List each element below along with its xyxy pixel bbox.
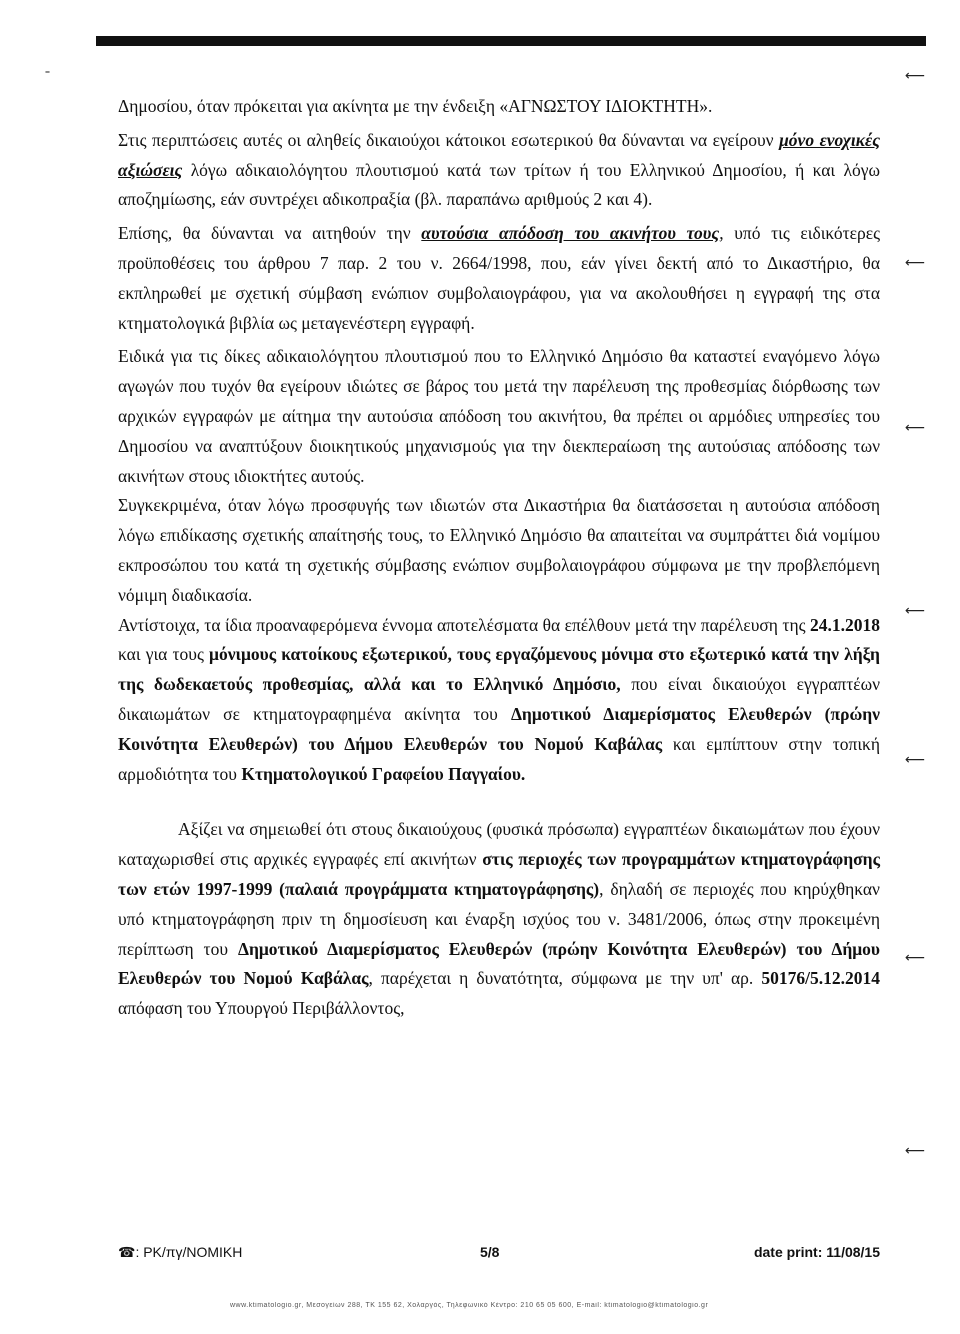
scan-mark-icon: ˉ — [44, 70, 51, 86]
scan-arrow-icon: ⟵ — [905, 68, 926, 84]
paragraph-4: Ειδικά για τις δίκες αδικαιολόγητου πλουτισμού που το Ελληνικό Δημόσιο θα καταστεί εναγόμενο λόγω αγωγών που τυχόν θα εγείρουν ιδιώτες σε βάρος του μετά την παρέλευση της προθεσμίας διόρθωσης των αρχικών εγγραφών με αίτημα την αυτούσια απόδοση του ακινήτου, θα πρέπει οι αρμόδιες υπηρεσίες του Δημοσίου να αναπτύξουν διοικητικούς μηχανισμούς για την διεκπεραίωση της αυτούσιας απόδοσης των ακινήτων στους ιδιοκτήτες αυτούς. — [118, 346, 880, 486]
paragraph-1: Δημοσίου, όταν πρόκειται για ακίνητα με την ένδειξη «ΑΓΝΩΣΤΟΥ ΙΔΙΟΚΤΗΤΗ». — [118, 96, 713, 116]
paragraph-2: Στις περιπτώσεις αυτές οι αληθείς δικαιούχοι κάτοικοι εσωτερικού θα δύνανται να εγείρουν μόνο ενοχικές αξιώσεις λόγω αδικαιολόγητου πλουτισμού κατά των τρίτων ή του Ελληνικού Δημοσίου, ή και λόγω αποζημίωσης, εάν συντρέχει αδικοπραξία (βλ. παραπάνω αριθμούς 2 και 4). — [118, 129, 880, 210]
scan-arrow-icon: ⟵ — [905, 255, 926, 271]
paragraph-5: Συγκεκριμένα, όταν λόγω προσφυγής των ιδιωτών στα Δικαστήρια θα διατάσσεται η αυτούσια απόδοση λόγω επιδίκασης σχετικής απαίτησής τους, το Ελληνικό Δημόσιο θα απαιτείται να συμπράττει διά νομίμου εκπροσώπου του κατά τη σχετικής σύμβασης ενώπιον συμβολαιογράφου σύμφωνα με την προβλεπόμενη νόμιμη διαδικασία. — [118, 495, 880, 605]
page-number: 5/8 — [480, 1244, 500, 1260]
paragraph-3: Επίσης, θα δύνανται να αιτηθούν την αυτούσια απόδοση του ακινήτου τους, υπό τις ειδικότερες προϋποθέσεις του άρθρου 7 παρ. 2 του ν. 2664/1998, που, εάν γίνει δεκτή από το Δικαστήριο, θα εκπληρωθεί με σχετική σύμβαση ενώπιον συμβολαιογράφου, για να ακολουθήσει η εγγραφή της στα κτηματολογικά βιβλία ως μεταγενέστερη εγγραφή. — [118, 223, 880, 333]
footer-contact-line: www.ktimatologio.gr, Μεσογείων 288, ΤΚ 155 62, Χολαργός, Τηλεφωνικό Κέντρο: 210 65 05 600, E-mail: ktimatologio@ktimatologio.gr — [230, 1302, 709, 1309]
scan-top-bar — [96, 36, 926, 46]
underlined-phrase: αυτούσια απόδοση του ακινήτου τους — [421, 223, 720, 244]
page-footer — [118, 1244, 880, 1268]
footer-reference: ☎: ΡΚ/πγ/ΝΟΜΙΚΗ — [118, 1244, 243, 1260]
scan-arrow-icon: ⟵ — [905, 420, 926, 436]
paragraph-6: Αντίστοιχα, τα ίδια προαναφερόμενα έννομα αποτελέσματα θα επέλθουν μετά την παρέλευση της 24.1.2018 και για τους μόνιμους κατοίκους εξωτερικού, τους εργαζόμενους μόνιμα στο εξωτερικό κατά την λήξη της δωδεκαετούς προθεσμίας, αλλά και το Ελληνικό Δημόσιο, που είναι δικαιούχοι εγγραπτέων δικαιωμάτων σε κτηματογραφημένα ακίνητα του Δημοτικού Διαμερίσματος Ελευθερών (πρώην Κοινότητα Ελευθερών) του Δήμου Ελευθερών του Νομού Καβάλας και εμπίπτουν στην τοπική αρμοδιότητα του Κτηματολογικού Γραφείου Παγγαίου. — [118, 614, 881, 784]
document-body — [118, 92, 880, 1024]
print-date: date print: 11/08/15 — [753, 1244, 880, 1260]
scan-arrow-icon: ⟵ — [905, 752, 926, 768]
scan-arrow-icon: ⟵ — [905, 950, 926, 966]
paragraph-7: Αξίζει να σημειωθεί ότι στους δικαιούχους (φυσικά πρόσωπα) εγγραπτέων δικαιωμάτων που έχουν καταχωρισθεί στις αρχικές εγγραφές επί ακινήτων στις περιοχές των προγραμμάτων κτηματογράφησης των ετών 1997-1999 (παλαιά προγράμματα κτηματογράφησης), δηλαδή σε περιοχές που κηρύχθηκαν υπό κτηματογράφηση πριν τη δημοσίευση και έναρξη ισχύος του ν. 3481/2006, όπως στην προκειμένη περίπτωση του Δημοτικού Διαμερίσματος Ελευθερών (πρώην Κοινότητα Ελευθερών) του Δήμου Ελευθερών του Νομού Καβάλας, παρέχεται η δυνατότητα, σύμφωνα με την υπ' αρ. 50176/5.12.2014 απόφαση του Υπουργού Περιβάλλοντος, — [118, 819, 881, 1019]
scan-arrow-icon: ⟵ — [905, 603, 926, 619]
underlined-phrase: μόνο ενοχικές αξιώσεις — [118, 129, 880, 180]
scan-arrow-icon: ⟵ — [905, 1143, 926, 1159]
